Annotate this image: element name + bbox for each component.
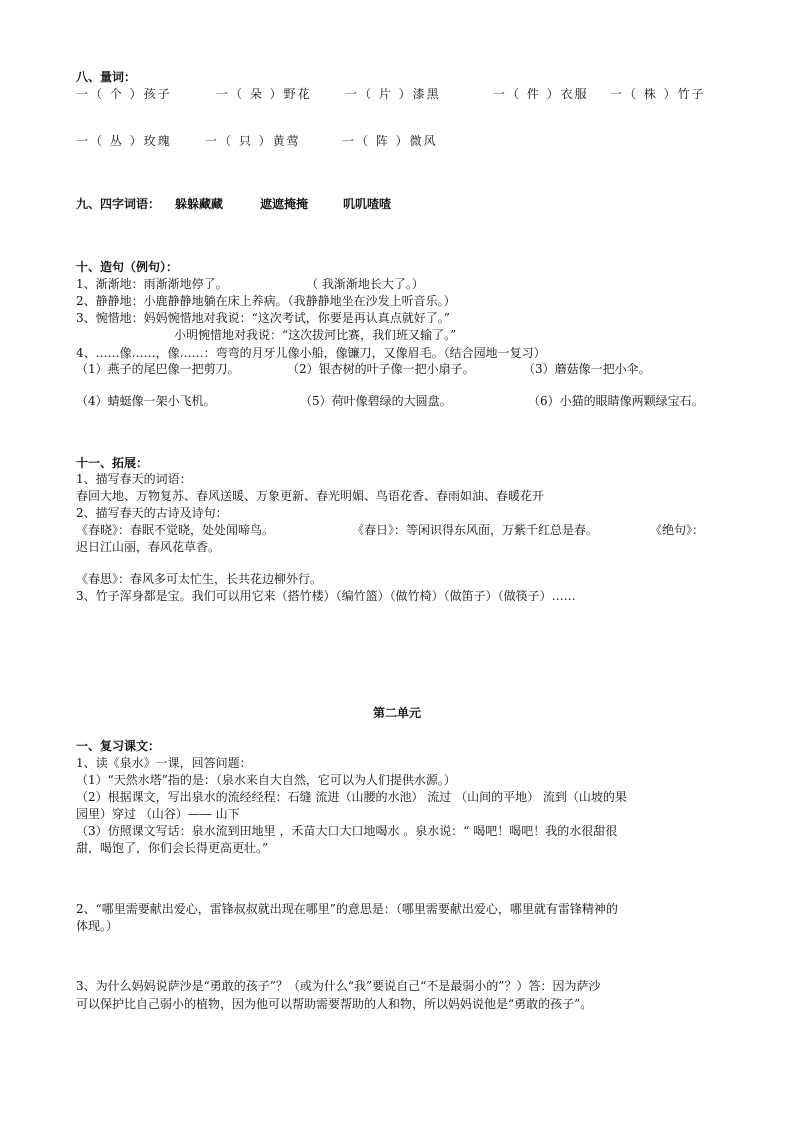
example-sentence: （6）小猫的眼睛像两颗绿宝石。 <box>528 394 704 408</box>
question-line: （3）仿照课文写话：泉水流到田地里 ，禾苗大口大口地喝水 。泉水说：“ 喝吧！喝吧！我的水很甜很 <box>76 824 618 838</box>
unit-2-section-heading: 一、复习课文： <box>76 739 161 753</box>
question-line: 2、“哪里需要献出爱心，雷锋叔叔就出现在哪里”的意思是：（哪里需要献出爱心，哪里就有雷锋精神的 <box>76 902 618 916</box>
question-line: 1、读《泉水》一课，回答问题： <box>76 756 252 770</box>
question-line: （2）根据课文，写出泉水的流经经程：石缝 流进（山腰的水池） 流过 （山间的平地） 流到（山坡的果 <box>76 790 627 804</box>
sentence-line: 1、渐渐地：雨渐渐地停了。 <box>76 277 228 291</box>
example-sentence: （5）荷叶像碧绿的大圆盘。 <box>300 394 452 408</box>
example-sentence: （1）燕子的尾巴像一把剪刀。 <box>76 362 240 376</box>
poem-line: 《春思》：春风多可太忙生，长共花边柳外行。 <box>76 572 323 586</box>
poem-line: 《春日》：等闲识得东风面，万紫千红总是春。 <box>352 523 599 537</box>
measure-word-item: 一（ 个 ）孩子 <box>76 87 172 101</box>
example-sentence: （2）银杏树的叶子像一把小扇子。 <box>287 362 475 376</box>
section-8-heading: 八、量词： <box>76 70 137 84</box>
text-line: 1、描写春天的词语： <box>76 472 192 486</box>
text-line: 3、竹子浑身都是宝。我们可以用它来（搭竹楼）（编竹篮）（做竹椅）（做笛子）（做筷子）…… <box>76 589 576 603</box>
measure-word-item: 一（ 朵 ）野花 <box>216 87 312 101</box>
question-line: 可以保护比自己弱小的植物，因为他可以帮助需要帮助的人和物，所以妈妈说他是“勇敢的孩子”。 <box>76 997 593 1011</box>
measure-word-item: 一（ 件 ）衣服 <box>493 87 589 101</box>
question-line: 甜，喝饱了，你们会长得更高更壮。” <box>76 841 269 855</box>
question-line: 3、为什么妈妈说萨沙是“勇敢的孩子”？（或为什么“我”要说自己“不是最弱小的”？）答：因为萨沙 <box>76 979 601 993</box>
section-9-heading: 九、四字词语： <box>76 197 161 211</box>
example-sentence: （3）蘑菇像一把小伞。 <box>523 362 651 376</box>
idiom-word: 遮遮掩掩 <box>260 197 309 211</box>
poem-line: 迟日江山丽，春风花草香。 <box>76 540 221 554</box>
measure-word-item: 一（ 丛 ）玫瑰 <box>76 134 172 148</box>
measure-word-item: 一（ 只 ）黄莺 <box>205 134 301 148</box>
sentence-line: 小明惋惜地对我说：“这次拔河比赛，我们班又输了。” <box>174 328 457 342</box>
sentence-line: 2、静静地：小鹿静静地躺在床上养病。（我静静地坐在沙发上听音乐。） <box>76 294 456 308</box>
sentence-line: 3、惋惜地：妈妈惋惜地对我说：“这次考试，你要是再认真点就好了。” <box>76 311 450 325</box>
idiom-word: 叽叽喳喳 <box>343 197 392 211</box>
example-sentence: （4）蜻蜓像一架小飞机。 <box>76 394 216 408</box>
idiom-word: 躲躲藏藏 <box>175 197 224 211</box>
measure-word-item: 一（ 株 ）竹子 <box>610 87 706 101</box>
unit-2-title: 第二单元 <box>372 706 421 720</box>
section-10-heading: 十、造句（例句）： <box>76 260 179 274</box>
measure-word-item: 一（ 片 ）漆黑 <box>345 87 441 101</box>
poem-line: 《绝句》： <box>650 523 705 537</box>
question-line: 园里）穿过 （山谷）—— 山下 <box>76 807 240 821</box>
question-line: 体现。） <box>76 919 119 933</box>
sentence-line: 4、……像……，像……：弯弯的月牙儿像小船，像镰刀，又像眉毛。（结合园地一复习） <box>76 346 546 360</box>
sentence-line: （ 我渐渐地长大了。） <box>306 277 424 291</box>
poem-line: 《春晓》：春眠不觉晓，处处闻啼鸟。 <box>76 523 275 537</box>
spring-words: 春回大地、万物复苏、春风送暖、万象更新、春光明媚、鸟语花香、春雨如油、春暖花开 <box>76 489 545 503</box>
question-line: （1）“天然水塔”指的是：（泉水来自大自然，它可以为人们提供水源。） <box>76 773 456 787</box>
section-11-heading: 十一、拓展： <box>76 456 149 470</box>
measure-word-item: 一（ 阵 ）微风 <box>342 134 438 148</box>
text-line: 2、描写春天的古诗及诗句： <box>76 506 228 520</box>
